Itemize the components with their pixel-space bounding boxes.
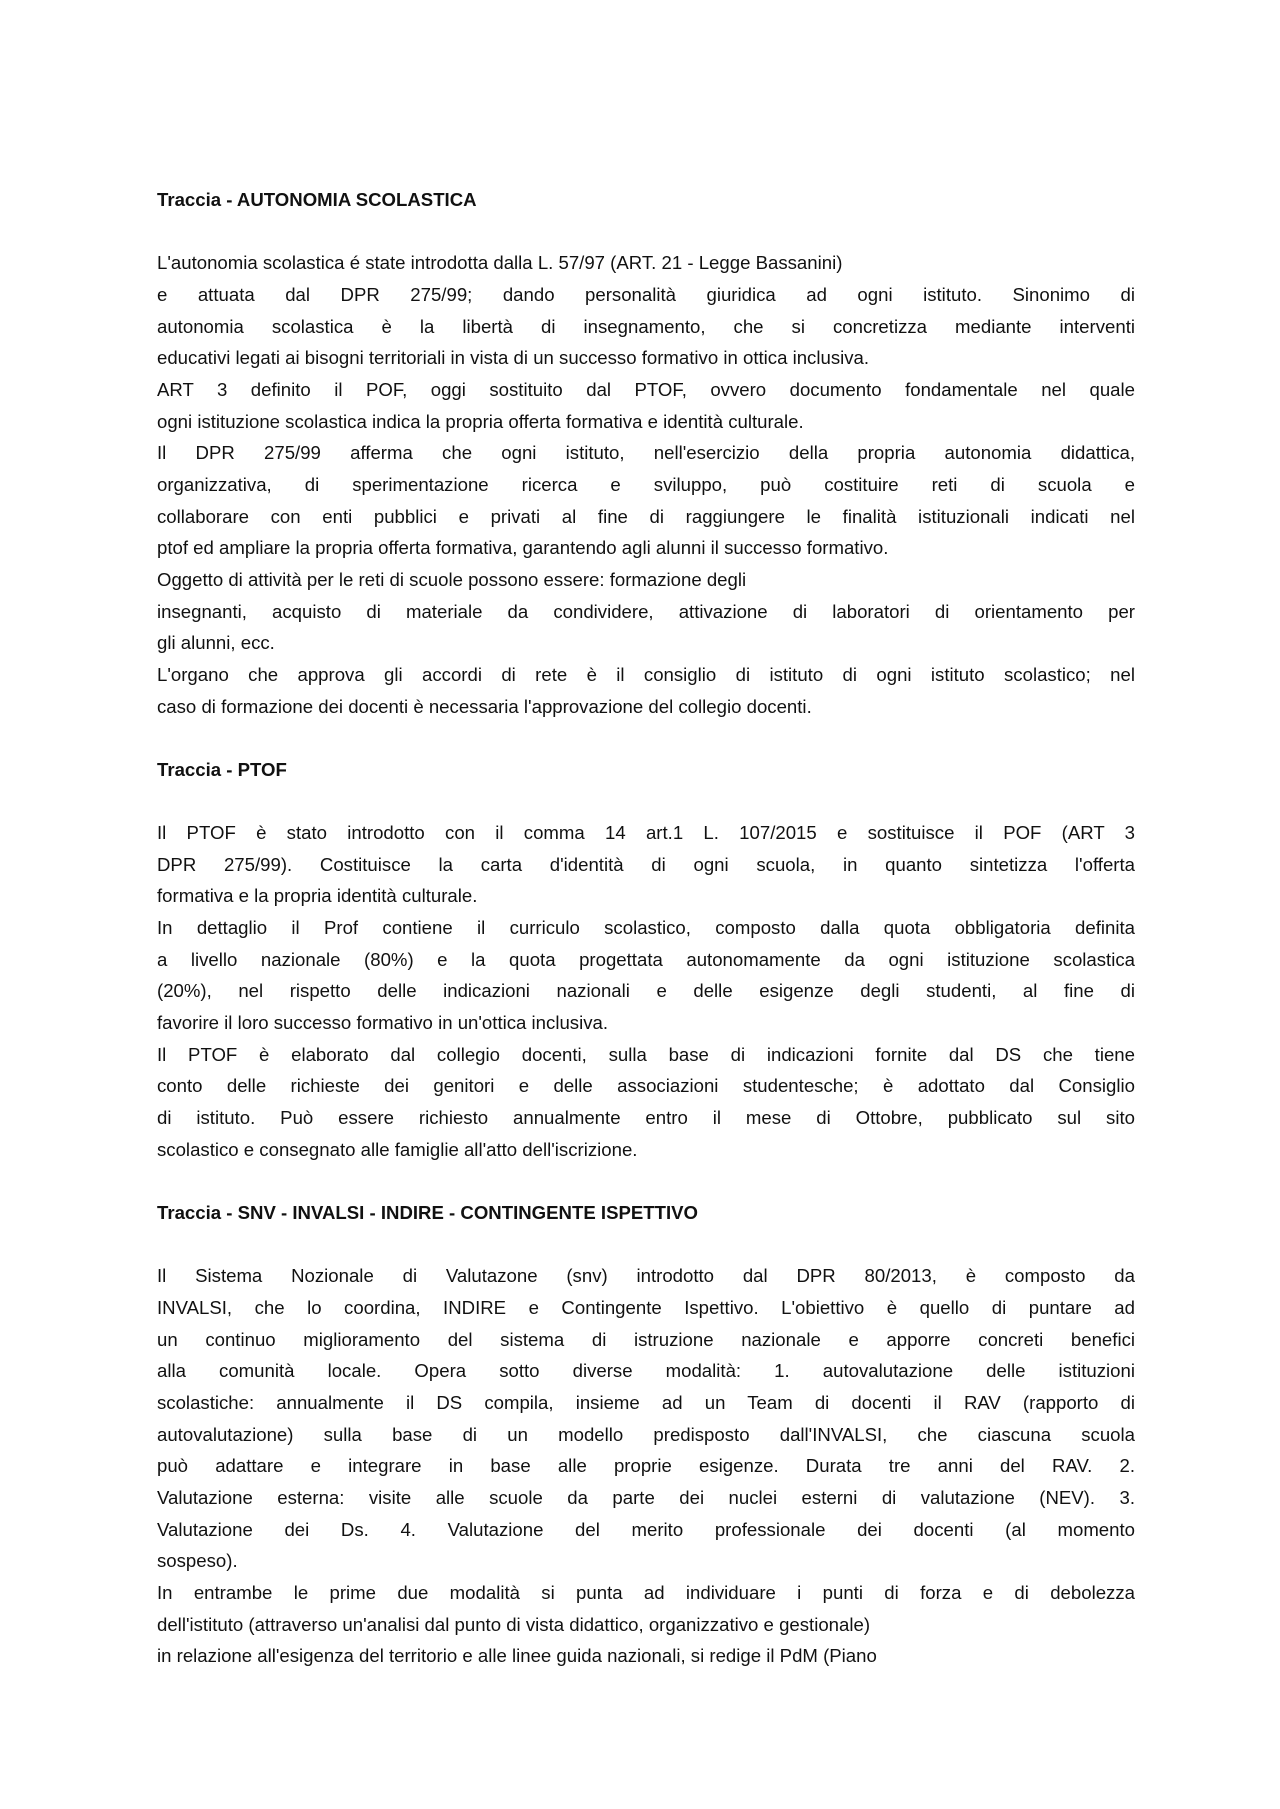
paragraph-line: collaborare con enti pubblici e privati al fine di raggiungere le finalità istituzionali indicati nel [157,505,1135,527]
document-page [157,184,1135,1672]
paragraph-line: L'autonomia scolastica é state introdotta dalla L. 57/97 (ART. 21 - Legge Bassanini) [157,252,843,274]
section-heading: Traccia - AUTONOMIA SCOLASTICA [157,189,477,210]
paragraph-line: (20%), nel rispetto delle indicazioni nazionali e delle esigenze degli studenti, al fine di [157,980,1135,1002]
paragraph-line: In dettaglio il Prof contiene il curriculo scolastico, composto dalla quota obbligatoria definita [157,917,1135,939]
blank-line [157,216,1135,248]
paragraph-line: In entrambe le prime due modalità si punta ad individuare i punti di forza e di debolezza [157,1581,1135,1603]
paragraph-line: insegnanti, acquisto di materiale da condividere, attivazione di laboratori di orientamento per [157,600,1135,622]
blank-line [157,785,1135,817]
paragraph-line: Il Sistema Nozionale di Valutazone (snv) introdotto dal DPR 80/2013, è composto da [157,1265,1135,1287]
paragraph-line: favorire il loro successo formativo in un'ottica inclusiva. [157,1012,609,1034]
paragraph-line: Oggetto di attività per le reti di scuole possono essere: formazione degli [157,568,747,590]
paragraph-line: di istituto. Può essere richiesto annualmente entro il mese di Ottobre, pubblicato sul sito [157,1107,1135,1129]
paragraph-line: autovalutazione) sulla base di un modello predisposto dall'INVALSI, che ciascuna scuola [157,1423,1135,1445]
paragraph-line: Il DPR 275/99 afferma che ogni istituto, nell'esercizio della propria autonomia didattica, [157,442,1135,464]
paragraph-line: ART 3 definito il POF, oggi sostituito dal PTOF, ovvero documento fondamentale nel quale [157,378,1135,400]
paragraph-line: può adattare e integrare in base alle proprie esigenze. Durata tre anni del RAV. 2. [157,1455,1135,1477]
paragraph-line: ogni istituzione scolastica indica la propria offerta formativa e identità culturale. [157,410,804,432]
paragraph-line: conto delle richieste dei genitori e delle associazioni studentesche; è adottato dal Consiglio [157,1075,1135,1097]
paragraph-line: Valutazione dei Ds. 4. Valutazione del merito professionale dei docenti (al momento [157,1518,1135,1540]
section-heading: Traccia - SNV - INVALSI - INDIRE - CONTINGENTE ISPETTIVO [157,1202,699,1223]
paragraph-line: sospeso). [157,1550,238,1572]
paragraph-line: educativi legati ai bisogni territoriali in vista di un successo formativo in ottica inclusiva. [157,347,870,369]
paragraph-line: INVALSI, che lo coordina, INDIRE e Contingente Ispettivo. L'obiettivo è quello di puntare ad [157,1296,1135,1318]
paragraph-line: caso di formazione dei docenti è necessaria l'approvazione del collegio docenti. [157,695,812,717]
paragraph-line: a livello nazionale (80%) e la quota progettata autonomamente da ogni istituzione scolastica [157,948,1135,970]
paragraph-line: in relazione all'esigenza del territorio e alle linee guida nazionali, si redige il PdM (Piano [157,1645,877,1667]
paragraph-line: L'organo che approva gli accordi di rete è il consiglio di istituto di ogni istituto scolastico; nel [157,663,1135,685]
paragraph-line: Il PTOF è stato introdotto con il comma 14 art.1 L. 107/2015 e sostituisce il POF (ART 3 [157,822,1135,844]
paragraph-line: organizzativa, di sperimentazione ricerca e sviluppo, può costituire reti di scuola e [157,473,1135,495]
paragraph-line: formativa e la propria identità culturale. [157,885,478,907]
section-heading: Traccia - PTOF [157,758,287,780]
paragraph-line: dell'istituto (attraverso un'analisi dal punto di vista didattico, organizzativo e gestionale) [157,1613,871,1635]
paragraph-line: gli alunni, ecc. [157,632,275,654]
paragraph-line: ptof ed ampliare la propria offerta formativa, garantendo agli alunni il successo formativo. [157,537,889,559]
blank-line [157,1165,1135,1197]
blank-line [157,722,1135,754]
paragraph-line: alla comunità locale. Opera sotto diverse modalità: 1. autovalutazione delle istituzioni [157,1360,1135,1382]
paragraph-line: Il PTOF è elaborato dal collegio docenti, sulla base di indicazioni fornite dal DS che tiene [157,1043,1135,1065]
paragraph-line: DPR 275/99). Costituisce la carta d'identità di ogni scuola, in quanto sintetizza l'offerta [157,853,1135,875]
paragraph-line: scolastiche: annualmente il DS compila, insieme ad un Team di docenti il RAV (rapporto di [157,1391,1135,1413]
paragraph-line: e attuata dal DPR 275/99; dando personalità giuridica ad ogni istituto. Sinonimo di [157,283,1135,305]
paragraph-line: autonomia scolastica è la libertà di insegnamento, che si concretizza mediante interventi [157,315,1135,337]
paragraph-line: Valutazione esterna: visite alle scuole da parte dei nuclei esterni di valutazione (NEV). 3. [157,1486,1135,1508]
paragraph-line: un continuo miglioramento del sistema di istruzione nazionale e apporre concreti benefici [157,1328,1135,1350]
blank-line [157,1229,1135,1261]
paragraph-line: scolastico e consegnato alle famiglie all'atto dell'iscrizione. [157,1138,638,1160]
